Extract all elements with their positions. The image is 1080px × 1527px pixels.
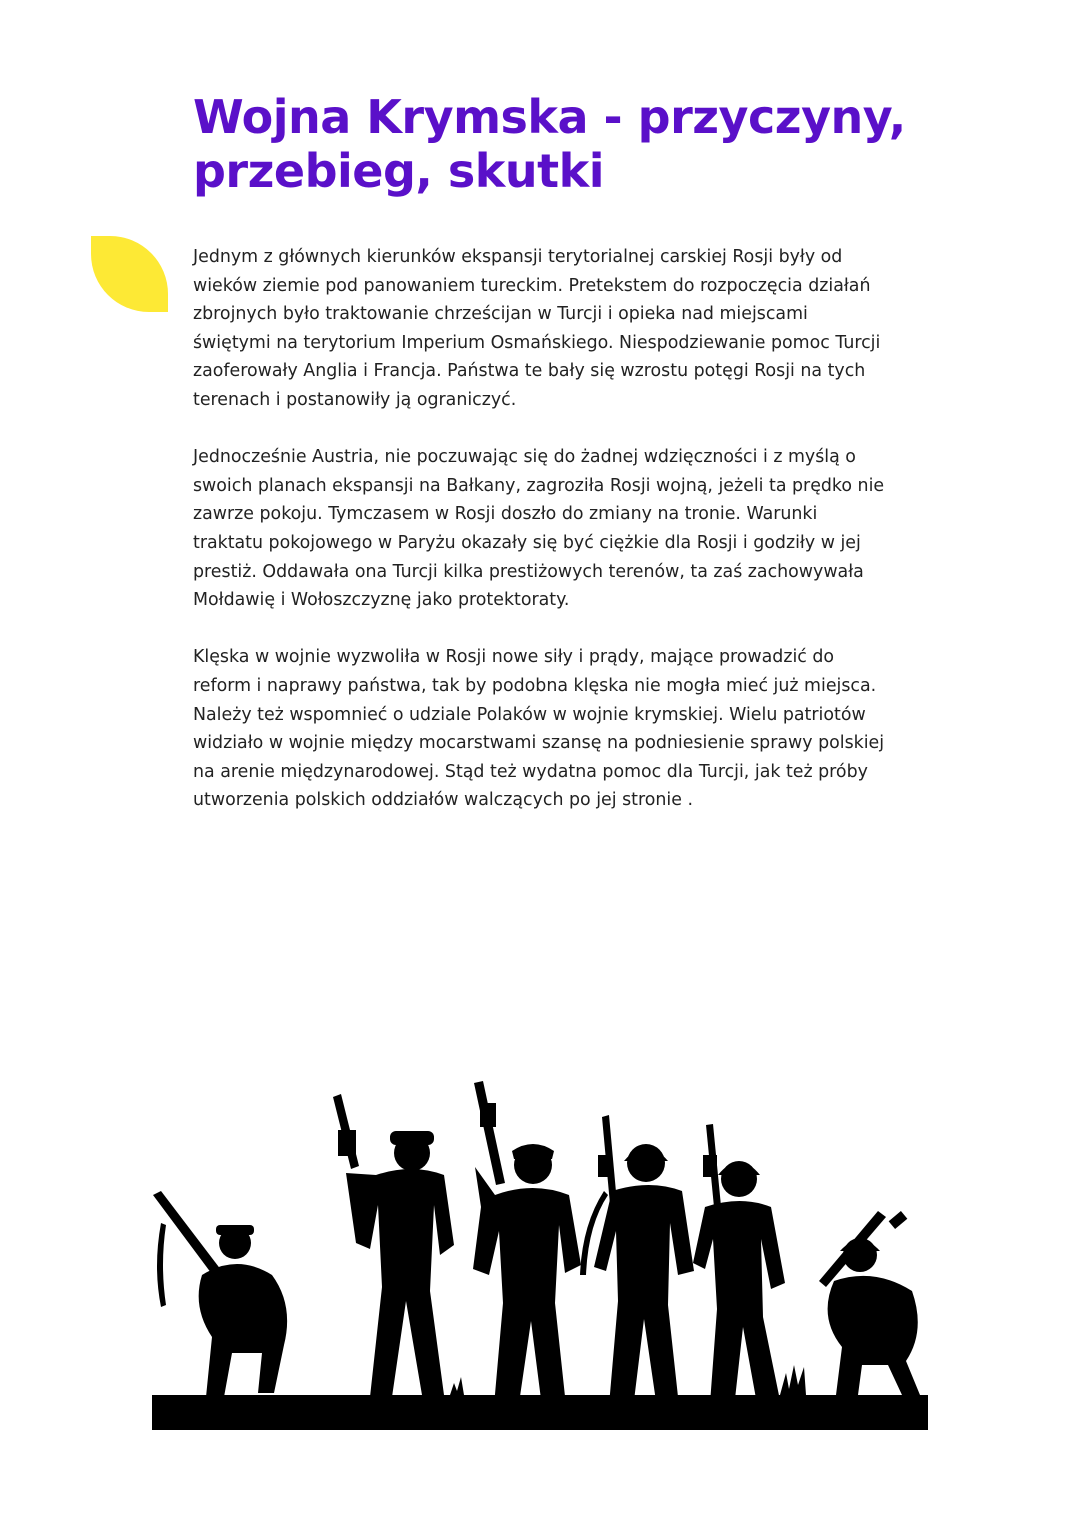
- soldier-silhouette: [153, 1191, 287, 1397]
- ground-strip: [152, 1395, 928, 1430]
- soldier-silhouette: [473, 1081, 581, 1417]
- article-body: [193, 243, 993, 843]
- soldier-silhouette: [819, 1211, 920, 1395]
- decorative-leaf-shape: [91, 236, 168, 312]
- paragraph-effects: Klęska w wojnie wyzwoliła w Rosji nowe siły i prądy, mające prowadzić do reform i naprawy państwa, tak by podobna klęska nie mogła mieć już miejsca. Należy też wspomnieć o udziale Polaków w wojnie krymskiej. Wielu patriotów widziało w wojnie między mocarstwami szansę na podniesienie sprawy polskiej na arenie międzynarodowej. Stąd też wydatna pomoc dla Turcji, jak też próby utworzenia polskich oddziałów walczących po jej stronie .: [193, 647, 885, 811]
- soldier-silhouette: [580, 1115, 694, 1417]
- paragraph-causes: Jednym z głównych kierunków ekspansji terytorialnej carskiej Rosji były od wieków ziemie pod panowaniem tureckim. Pretekstem do rozpoczęcia działań zbrojnych było traktowanie chrześcijan w Turcji i opieka nad miejscami świętymi na terytorium Imperium Osmańskiego. Niespodziewanie pomoc Turcji zaoferowały Anglia i Francja. Państwa te bały się wzrostu potęgi Rosji na tych terenach i postanowiły ją ograniczyć.: [193, 247, 881, 410]
- soldier-silhouette: [333, 1094, 454, 1397]
- page-title: Wojna Krymska - przyczyny, przebieg, skutki: [193, 90, 906, 198]
- grass-icon: [450, 1377, 464, 1395]
- soldier-silhouette: [693, 1124, 785, 1417]
- grass-icon: [780, 1365, 806, 1395]
- paragraph-course: Jednocześnie Austria, nie poczuwając się do żadnej wdzięczności i z myślą o swoich planach ekspansji na Bałkany, zagroziła Rosji wojną, jeżeli ta prędko nie zawrze pokoju. Tymczasem w Rosji doszło do zmiany na tronie. Warunki traktatu pokojowego w Paryżu okazały się być ciężkie dla Rosji i godziły w jej prestiż. Oddawała ona Turcji kilka prestiżowych terenów, ta zaś zachowywała Mołdawię i Wołoszczyznę jako protektoraty.: [193, 447, 885, 611]
- soldiers-silhouette-illustration: [150, 1075, 930, 1435]
